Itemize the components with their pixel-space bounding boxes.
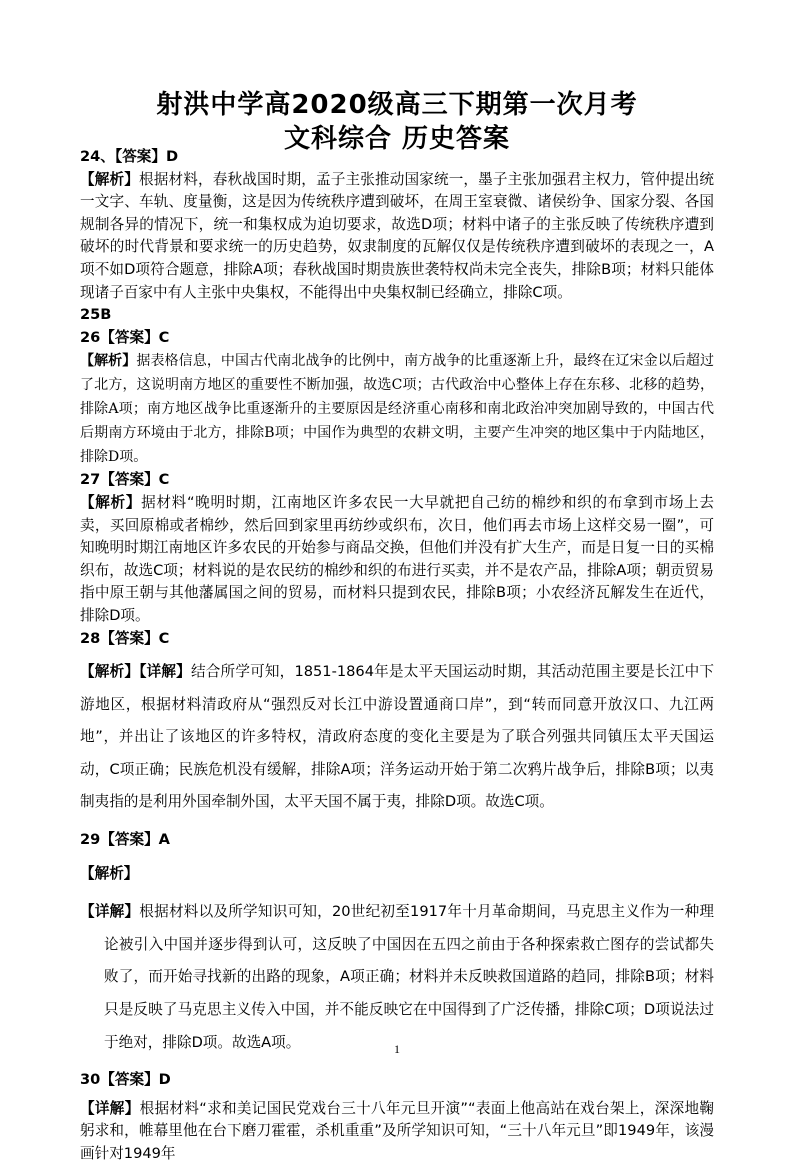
document-title: 射洪中学高2020级高三下期第一次月考 (156, 90, 638, 120)
q29-detail-tag: 【详解】 (80, 903, 140, 921)
q24-analysis-tag: 【解析】 (80, 170, 139, 188)
q28-analysis (80, 656, 714, 819)
q30-detail-tag: 【详解】 (80, 1099, 140, 1117)
q25-heading: 25B (80, 306, 112, 324)
answer-content (80, 146, 714, 1166)
q29-heading: 29【答案】A (80, 831, 170, 849)
q24-analysis (80, 169, 714, 305)
q30-detail (80, 1098, 714, 1166)
q26-analysis-tag: 【解析】 (80, 353, 137, 370)
q29-analysis-tag: 【解析】 (80, 864, 139, 882)
q28-analysis-text: 结合所学可知，1851-1864年是太平天国运动时期，其活动范围主要是长江中下游地区，根据材料清政府从“强烈反对长江中游设置通商口岸”，到“转而同意开放汉口、九江两地”，并出让了该地区的许多特权，清政府态度的变化主要是为了联合列强共同镇压太平天国运动，C项正确；民族危机没有缓解，排除A项；洋务运动开始于第二次鸦片战争后，排除B项；以夷制夷指的是利用外国牵制外国，太平天国不属于夷，排除D项。故选C项。 (80, 663, 714, 811)
q26-analysis-text: 据表格信息，中国古代南北战争的比例中，南方战争的比重逐渐上升，最终在辽宋金以后超过了北方，这说明南方地区的重要性不断加强，故选C项；古代政治中心整体上存在东移、北移的趋势，排除A项；南方地区战争比重逐渐升的主要原因是经济重心南移和南北政治冲突加剧导致的，中国古代后期南方环境由于北方，排除B项；中国作为典型的农耕文明，主要产生冲突的地区集中于内陆地区，排除D项。 (80, 353, 715, 466)
q27-analysis (80, 492, 714, 628)
q29-detail (80, 896, 714, 1059)
page-number: 1 (394, 1042, 400, 1056)
q26-heading: 26【答案】C (80, 328, 170, 346)
q27-analysis-tag: 【解析】 (80, 493, 142, 511)
q24-heading: 24、【答案】D (80, 148, 179, 165)
q30-heading: 30【答案】D (80, 1071, 171, 1089)
q28-analysis-tag: 【解析】【详解】 (80, 663, 191, 681)
q26-analysis (80, 349, 714, 469)
q30-detail-text: 根据材料“求和美记国民党戏台三十八年元旦开演”“表面上他高站在戏台架上，深深地鞠躬求和，帷幕里他在台下磨刀霍霍，杀机重重”及所学知识可知，“三十八年元旦”即1949年，该漫画针对1949年 (80, 1099, 714, 1162)
q27-heading: 27【答案】C (80, 471, 170, 489)
q24-analysis-text: 根据材料，春秋战国时期，孟子主张推动国家统一，墨子主张加强君主权力，管仲提出统一文字、车轨、度量衡，这是因为传统秩序遭到破坏，在周王室衰微、诸侯纷争、国家分裂、各国规制各异的情况下，统一和集权成为迫切要求，故选D项；材料中诸子的主张反映了传统秩序遭到破坏的时代背景和要求统一的历史趋势，奴隶制度的瓦解仅仅是传统秩序遭到破坏的表现之一，A项不如D项符合题意，排除A项；春秋战国时期贵族世袭特权尚未完全丧失，排除B项；材料只能体现诸子百家中有人主张中央集权，不能得出中央集权制已经确立，排除C项。 (80, 170, 714, 301)
q28-heading: 28【答案】C (80, 629, 170, 647)
q29-detail-text: 根据材料以及所学知识可知，20世纪初至1917年十月革命期间，马克思主义作为一种理论被引入中国并逐步得到认可，这反映了中国因在五四之前由于各种探索救亡图存的尝试都失败了，而开始寻找新的出路的现象，A项正确；材料并未反映救国道路的趋同，排除B项；材料只是反映了马克思主义传入中国，并不能反映它在中国得到了广泛传播，排除C项；D项说法过于绝对，排除D项。故选A项。 (104, 903, 714, 1051)
q27-analysis-text: 据材料“晚明时期，江南地区许多农民一大早就把自己纺的棉纱和织的布拿到市场上去卖，买回原棉或者棉纱，然后回到家里再纺纱或织布，次日，他们再去市场上这样交易一圈”，可知晚明时期江南地区许多农民的开始参与商品交换，但他们并没有扩大生产，而是日复一日的买棉织布，故选C项；材料说的是农民纺的棉纱和织的布进行买卖，并不是农产品，排除A项；朝贡贸易指中原王朝与其他藩属国之间的贸易，而材料只提到农民，排除B项；小农经济瓦解发生在近代，排除D项。 (80, 493, 714, 624)
document-subtitle: 文科综合 历史答案 (283, 124, 511, 154)
